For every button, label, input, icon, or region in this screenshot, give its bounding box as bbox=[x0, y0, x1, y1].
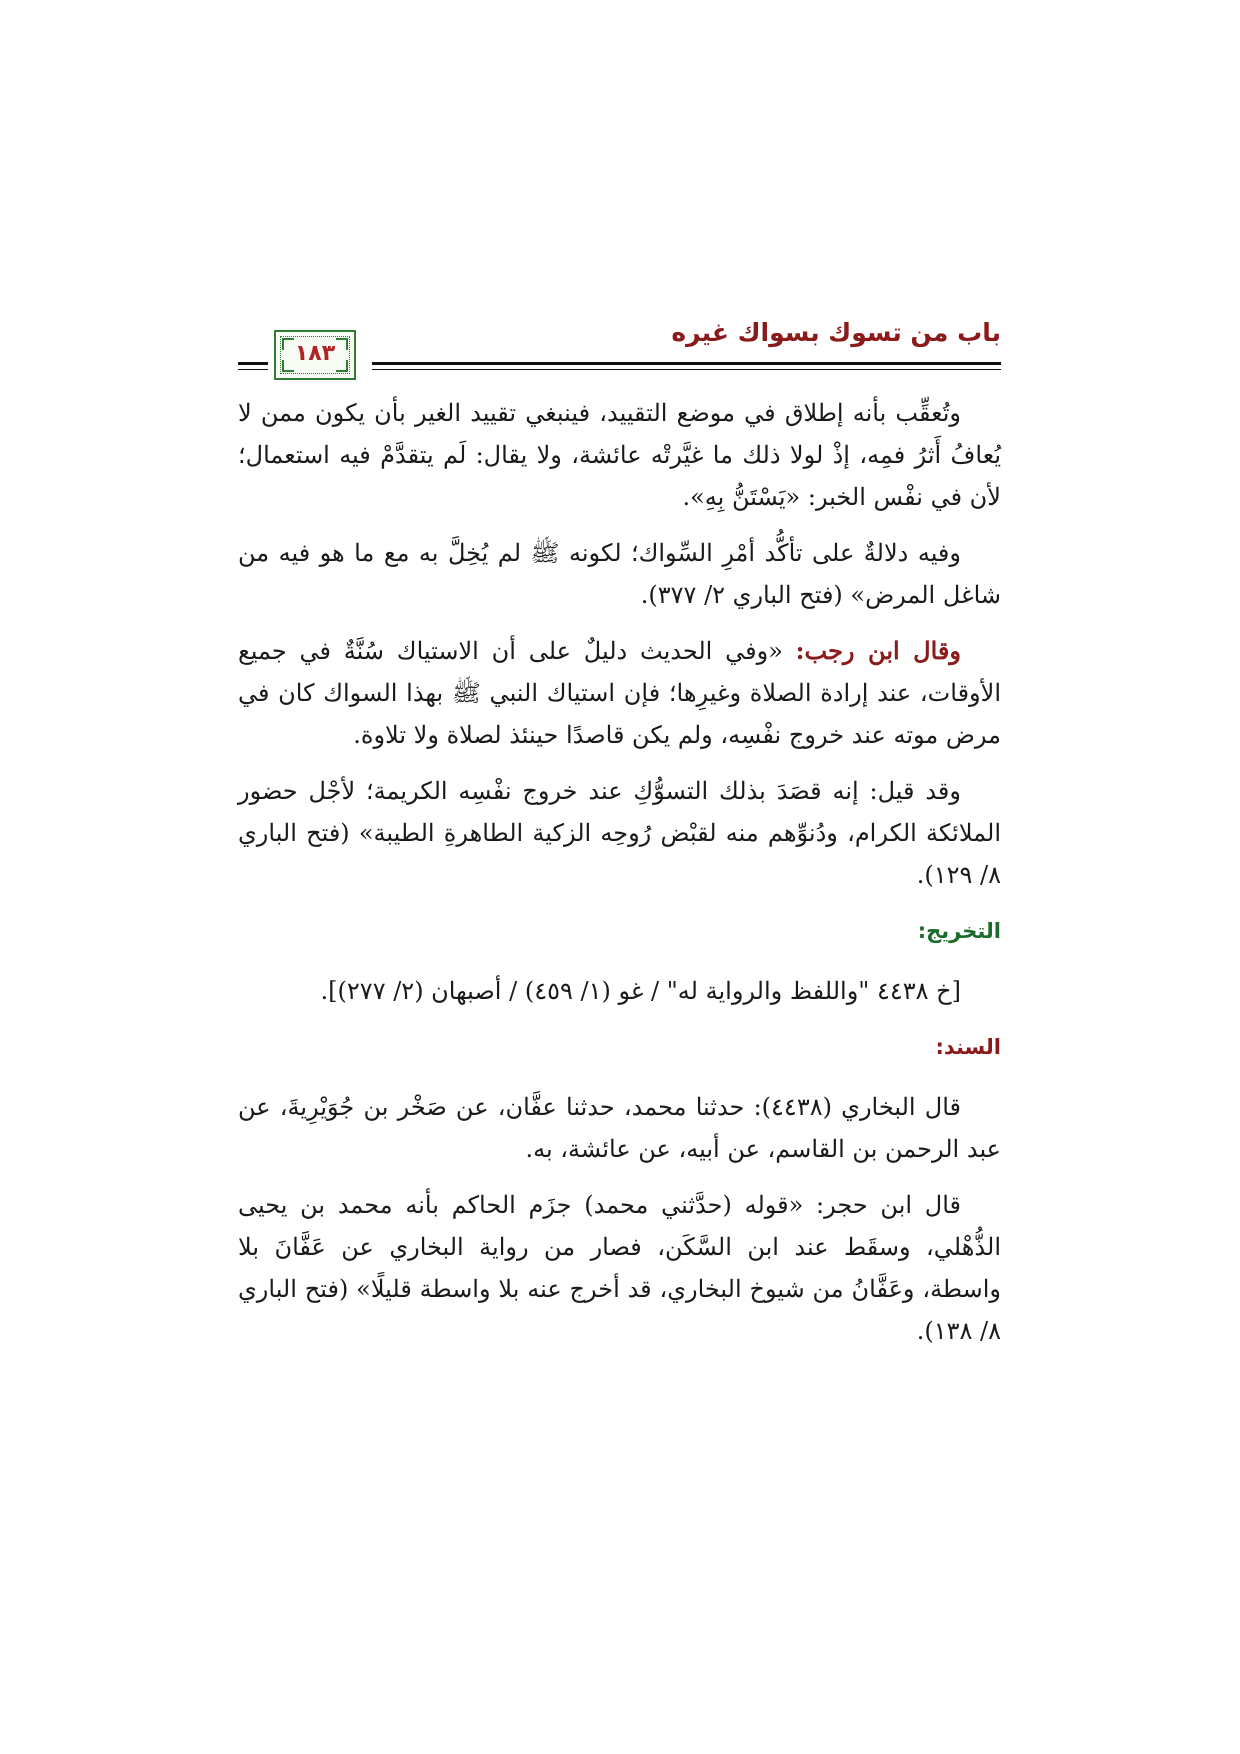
running-title: باب من تسوك بسواك غيره bbox=[671, 318, 1001, 347]
page-body bbox=[238, 392, 1001, 1366]
page-number-frame bbox=[274, 330, 356, 380]
paragraph-qila: وقد قيل: إنه قصَدَ بذلك التسوُّكِ عند خروج نفْسِه الكريمة؛ لأجْل حضور الملائكة الكرام، ودُنوِّهم منه لقبْض رُوحِه الزكية الطاهرةِ الطيبة» (فتح الباري ٨/ ١٢٩). bbox=[238, 777, 1001, 889]
paragraph-siwak-emphasis: وفيه دلالةٌ على تأكُّد أمْرِ السِّواك؛ لكونه ﷺ لم يُخِلَّ به مع ما هو فيه من شاغل المرض» (فتح الباري ٢/ ٣٧٧). bbox=[238, 539, 1001, 609]
takhrij-heading: التخريج: bbox=[917, 919, 1001, 943]
sanad-heading: السند: bbox=[935, 1035, 1001, 1059]
page-header bbox=[238, 318, 1001, 386]
speaker-ibn-rajab: وقال ابن رجب: bbox=[795, 636, 961, 665]
takhrij-references: [خ ٤٤٣٨ "واللفظ والرواية له" / غو (١/ ٤٥٩) / أصبهان (٢/ ٢٧٧)]. bbox=[320, 977, 961, 1005]
paragraph-sanad: قال البخاري (٤٤٣٨): حدثنا محمد، حدثنا عفَّان، عن صَخْر بن جُوَيْرِيةَ، عن عبد الرحمن بن القاسم، عن أبيه، عن عائشة، به. bbox=[238, 1093, 1001, 1163]
paragraph-ibn-hajar: قال ابن حجر: «قوله (حدَّثني محمد) جزَم الحاكم بأنه محمد بن يحيى الذُّهْلي، وسقَط عند ابن السَّكَن، فصار من رواية البخاري عن عَفَّانَ بلا واسطة، وعَفَّانُ من شيوخ البخاري، قد أخرج عنه بلا واسطة قليلًا» (فتح الباري ٨/ ١٣٨). bbox=[238, 1191, 1001, 1345]
page-number: ١٨٣ bbox=[294, 341, 336, 366]
header-rule-thick-right bbox=[372, 362, 1001, 365]
paragraph-ibn-rajab bbox=[238, 630, 1001, 756]
header-rule-thin-left bbox=[238, 369, 268, 370]
header-rule-thick-left bbox=[238, 362, 268, 365]
paragraph-tuqqib: وتُعقِّب بأنه إطلاق في موضع التقييد، فينبغي تقييد الغير بأن يكون ممن لا يُعافُ أَثرُ فمِه، إذْ لولا ذلك ما غيَّرتْه عائشة، ولا يقال: لَم يتقدَّمْ فيه استعمال؛ لأن في نفْس الخبر: «يَسْتَنُّ بِهِ». bbox=[238, 399, 1001, 511]
quote-ibn-rajab: «وفي الحديث دليلٌ على أن الاستياك سُنَّةٌ في جميع الأوقات، عند إرادة الصلاة وغيرِها؛ فإن استياك النبي ﷺ بهذا السواك كان في مرض موته عند خروج نفْسِه، ولم يكن قاصدًا حينئذ لصلاة ولا تلاوة. bbox=[238, 637, 1001, 749]
header-rule-thin-right bbox=[372, 369, 1001, 370]
